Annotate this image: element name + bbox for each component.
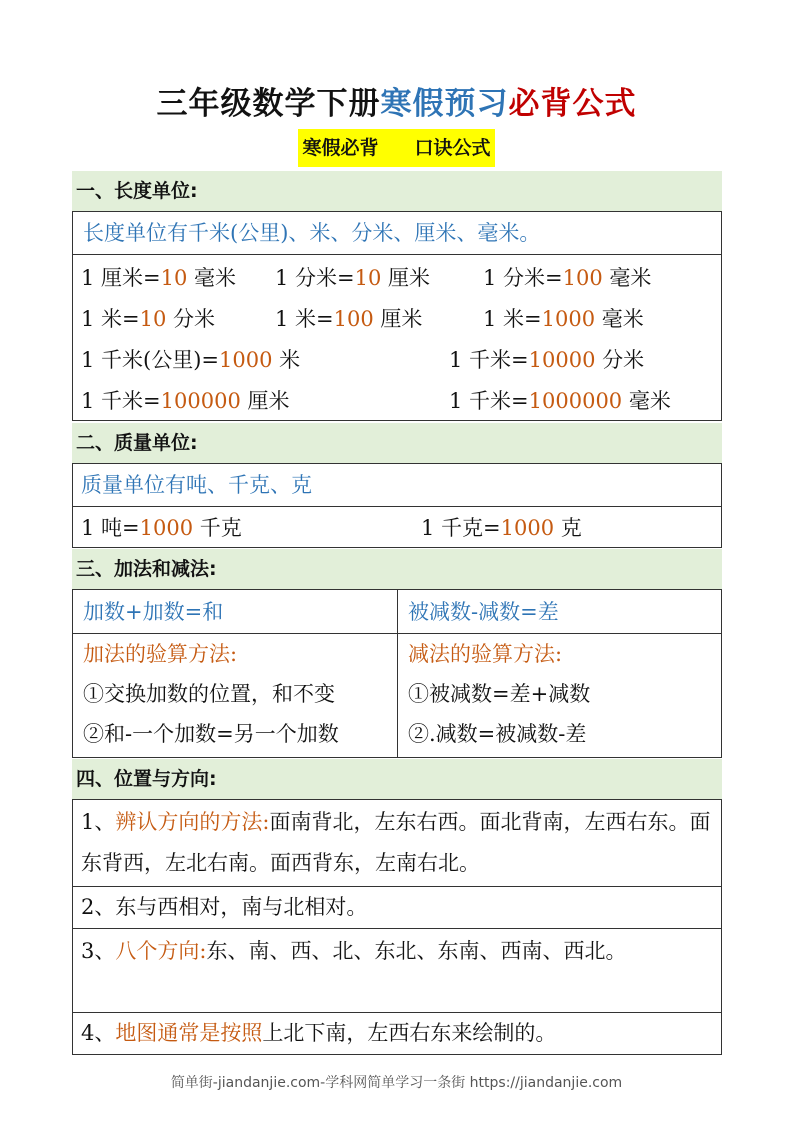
- conv-dm-cm: 1 分米=10 厘米: [275, 266, 431, 290]
- addsub-check-row: [73, 633, 721, 757]
- conv-km-dm: 1 千米=10000 分米: [449, 348, 645, 372]
- addition-check-1: ①交换加数的位置，和不变: [83, 682, 335, 706]
- conv-m-cm: 1 米=100 厘米: [275, 307, 423, 331]
- addition-formula: 加数+加数=和: [83, 600, 224, 624]
- direction-item-1-label: 辨认方向的方法:: [115, 810, 270, 834]
- subtitle-wrap: [0, 129, 793, 167]
- addition-check-title: 加法的验算方法:: [83, 642, 238, 666]
- subtitle-left: 寒假必背: [302, 137, 379, 159]
- mass-conversions: [73, 506, 721, 547]
- mass-box: [72, 463, 722, 548]
- length-row-4: [73, 380, 721, 421]
- length-intro-row: [73, 212, 721, 254]
- conv-dm-mm: 1 分米=100 毫米: [483, 266, 652, 290]
- direction-item-4-label: 地图通常是按照: [115, 1021, 263, 1045]
- length-conversions: [73, 254, 721, 420]
- mass-intro-row: [73, 464, 721, 506]
- subtraction-formula: 被减数-减数=差: [397, 590, 721, 633]
- length-intro: 长度单位有千米(公里)、米、分米、厘米、毫米。: [83, 221, 541, 245]
- addition-check: [73, 634, 397, 757]
- direction-item-2: 2、东与西相对，南与北相对。: [73, 886, 721, 928]
- length-row-2: [73, 298, 721, 339]
- title-part-3: 必背公式: [508, 86, 637, 122]
- conv-m-mm: 1 米=1000 毫米: [483, 307, 644, 331]
- conv-t-kg: 1 吨=1000 千克: [81, 516, 242, 540]
- direction-item-3: 3、八个方向:东、南、西、北、东北、东南、西南、西北。: [73, 928, 721, 1012]
- subtraction-check-1: ①被减数=差+减数: [408, 682, 591, 706]
- section-heading-direction: 四、位置与方向:: [72, 759, 722, 799]
- title-part-1: 三年级数学下册: [156, 86, 381, 122]
- conv-km-m: 1 千米(公里)=1000 米: [81, 348, 301, 372]
- conv-cm-mm: 1 厘米=10 毫米: [81, 266, 237, 290]
- subtitle-right: 口诀公式: [414, 137, 491, 159]
- addition-check-2: ②和-一个加数=另一个加数: [83, 722, 339, 746]
- length-box: [72, 211, 722, 421]
- addsub-box: [72, 589, 722, 758]
- subtraction-check-title: 减法的验算方法:: [408, 642, 563, 666]
- subtitle-highlight: [298, 129, 494, 167]
- subtraction-check: [397, 634, 721, 757]
- direction-item-4: 4、地图通常是按照上北下南，左西右东来绘制的。: [73, 1012, 721, 1054]
- subtraction-check-2: ②.减数=被减数-差: [408, 722, 587, 746]
- mass-intro: 质量单位有吨、千克、克: [81, 473, 312, 497]
- length-row-1: [73, 257, 721, 298]
- page-title: [0, 78, 793, 123]
- page-footer: 简单街-jiandanjie.com-学科网简单学习一条街 https://jiandanjie.com: [170, 1075, 623, 1091]
- direction-item-3-label: 八个方向:: [115, 939, 207, 963]
- conv-km-cm: 1 千米=100000 厘米: [81, 389, 290, 413]
- conv-km-mm: 1 千米=1000000 毫米: [449, 389, 671, 413]
- addsub-formula-row: [73, 590, 721, 633]
- conv-m-dm: 1 米=10 分米: [81, 307, 216, 331]
- section-heading-addsub: 三、加法和减法:: [72, 549, 722, 589]
- length-row-3: [73, 339, 721, 380]
- title-part-2: 寒假预习: [380, 86, 509, 122]
- section-heading-length: 一、长度单位:: [72, 171, 722, 211]
- direction-item-1: 1、辨认方向的方法:面南背北，左东右西。面北背南，左西右东。面东背西，左北右南。面西背东，左南右北。: [81, 810, 711, 875]
- conv-kg-g: 1 千克=1000 克: [421, 516, 582, 540]
- section-heading-mass: 二、质量单位:: [72, 423, 722, 463]
- direction-box: [72, 799, 722, 1055]
